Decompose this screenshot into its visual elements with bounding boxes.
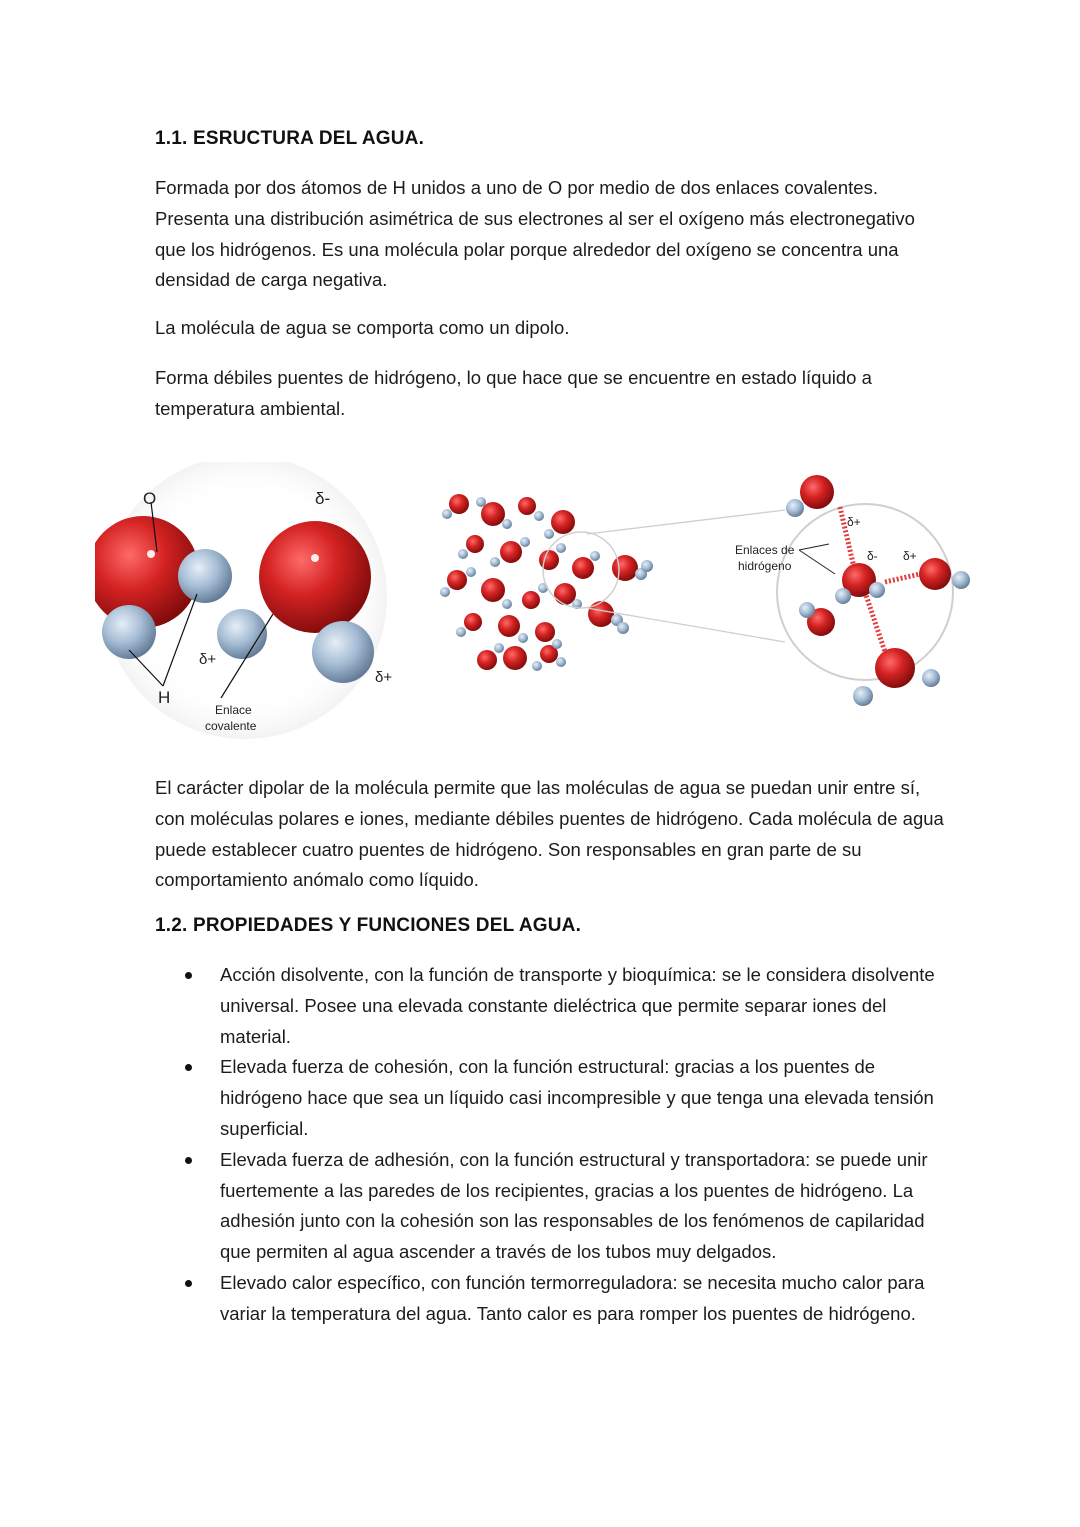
label-oxygen: O xyxy=(143,489,157,508)
dipole-paragraph: La molécula de agua se comporta como un dipolo. xyxy=(155,317,570,338)
list-item: Elevada fuerza de adhesión, con la función estructural y transportadora: se puede unir fuertemente a las paredes de los recipientes, gracias a los puentes de hidrógeno. La adhesión junto con la cohesión son las responsables de los fenómenos de capilaridad que permiten al agua ascender a través de los tubos muy delgados. xyxy=(155,1145,945,1268)
water-molecule-figure xyxy=(95,462,985,752)
label-hidrogeno: hidrógeno xyxy=(738,559,792,573)
list-item: Acción disolvente, con la función de transporte y bioquímica: se le considera disolvente universal. Posee una elevada constante dieléctrica que permite separar iones del material. xyxy=(155,960,945,1052)
list-item: Elevado calor específico, con función termorreguladora: se necesita mucho calor para variar la temperatura del agua. Tanto calor es para romper los puentes de hidrógeno. xyxy=(155,1268,945,1330)
label-delta-minus: δ- xyxy=(315,489,331,508)
label-covalente: covalente xyxy=(205,719,257,733)
properties-list xyxy=(155,960,945,1330)
hydrogen-atom-2a xyxy=(217,609,267,659)
hydrogen-atom-2b xyxy=(312,621,374,683)
label-right-delta-minus: δ- xyxy=(867,549,878,563)
label-enlace: Enlace xyxy=(215,703,252,717)
bullet-icon xyxy=(185,1064,192,1071)
label-hydrogen: H xyxy=(158,688,171,707)
bullet-icon xyxy=(185,1157,192,1164)
hydrogen-atom-1b xyxy=(178,549,232,603)
label-right-delta-plus: δ+ xyxy=(903,549,917,563)
bullet-icon xyxy=(185,1280,192,1287)
list-item: Elevada fuerza de cohesión, con la función estructural: gracias a los puentes de hidrógeno hace que sea un líquido casi incompresible y que tenga una elevada tensión superficial. xyxy=(155,1052,945,1144)
hydrogen-bonds-paragraph: Forma débiles puentes de hidrógeno, lo que hace que se encuentre en estado líquido a temperatura ambiental. xyxy=(155,367,872,419)
structure-paragraph: Formada por dos átomos de H unidos a uno de O por medio de dos enlaces covalentes. Presenta una distribución asimétrica de sus electrones al ser el oxígeno más electronegativo que los hidrógenos. Es una molécula polar porque alrededor del oxígeno se concentra una densidad de carga negativa. xyxy=(155,177,915,291)
hydrogen-bond-zoom xyxy=(777,475,970,706)
section-2-heading: 1.2. PROPIEDADES Y FUNCIONES DEL AGUA. xyxy=(155,915,582,936)
bullet-icon xyxy=(185,972,192,979)
label-enlaces-de: Enlaces de xyxy=(735,543,795,557)
label-delta-plus: δ+ xyxy=(199,651,217,668)
section-1-heading: 1.1. ESRUCTURA DEL AGUA. xyxy=(155,128,425,149)
oxygen-atom-2 xyxy=(259,521,371,633)
hydrogen-atom-1a xyxy=(102,605,156,659)
molecule-left-group xyxy=(95,462,387,739)
label-right-delta-plus-top: δ+ xyxy=(847,515,861,529)
dipolar-character-paragraph: El carácter dipolar de la molécula permite que las moléculas de agua se puedan unir entre sí, con moléculas polares e iones, mediante débiles puentes de hidrógeno. Cada molécula de agua puede establecer cuatro puentes de hidrógeno. Son responsables en gran parte de su comportamiento anómalo como líquido. xyxy=(155,777,944,891)
label-delta-plus-2: δ+ xyxy=(375,669,393,686)
liquid-water-cluster xyxy=(440,494,785,671)
